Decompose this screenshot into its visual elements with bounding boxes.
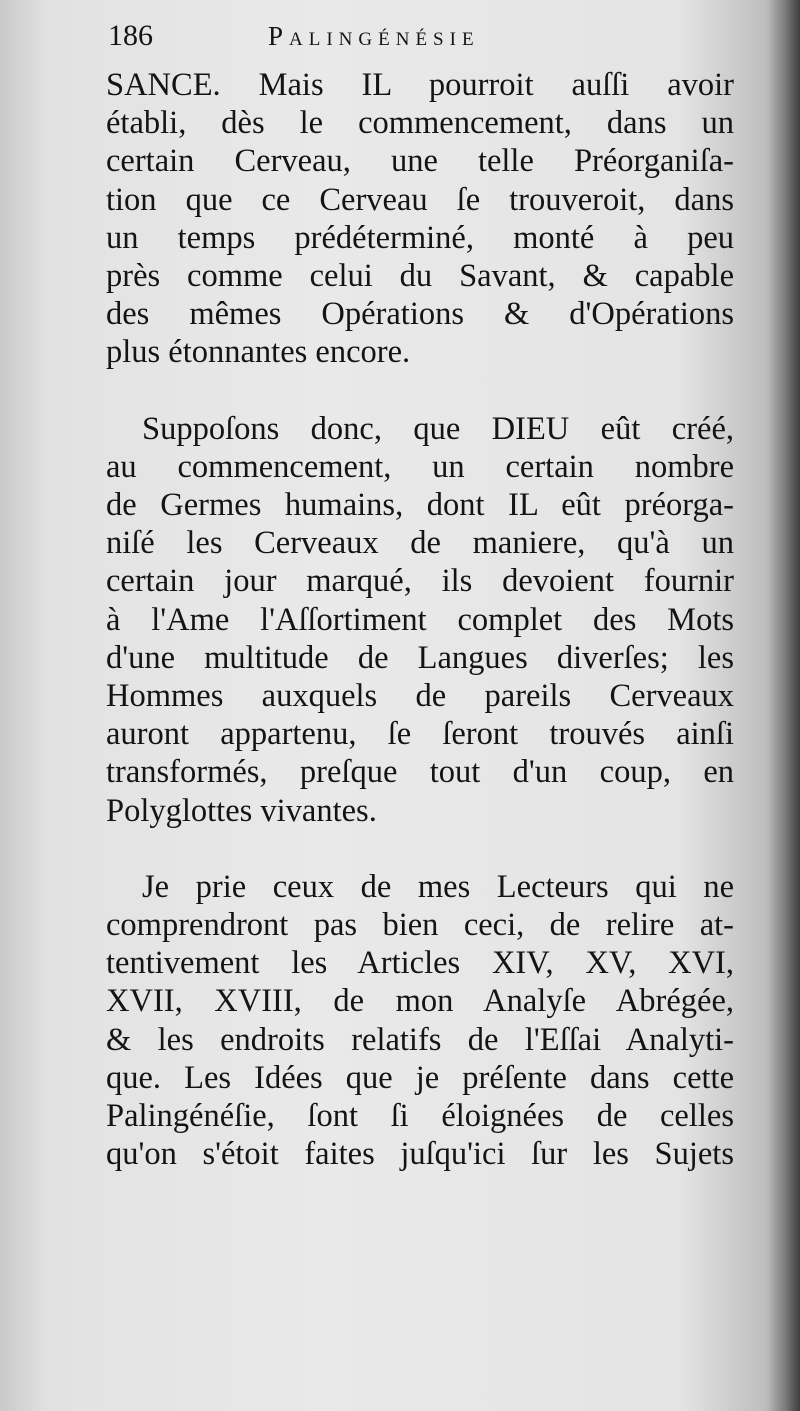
text-line: tentivement les Articles XIV, XV, XVI, xyxy=(106,945,734,982)
page-number: 186 xyxy=(108,19,153,52)
paragraph xyxy=(106,410,734,830)
paragraph-gap xyxy=(106,372,734,410)
text-line: des mêmes Opérations & d'Opérations xyxy=(106,296,734,333)
text-line: établi, dès le commencement, dans un xyxy=(106,105,734,142)
text-line: tion que ce Cerveau ſe trouveroit, dans xyxy=(106,181,734,218)
text-line: au commencement, un certain nombre xyxy=(106,448,734,485)
paragraph xyxy=(106,66,734,372)
text-line: certain Cerveau, une telle Préorganiſa- xyxy=(106,143,734,180)
paragraph xyxy=(106,868,734,1174)
paragraph-gap xyxy=(106,830,734,868)
text-line: de Germes humains, dont IL eût préorga- xyxy=(106,487,734,524)
text-line: un temps prédéterminé, monté à peu xyxy=(106,219,734,256)
text-line: qu'on s'étoit faites juſqu'ici ſur les Sujets xyxy=(106,1136,734,1173)
text-line: plus étonnantes encore. xyxy=(106,334,411,371)
text-line: SANCE. Mais IL pourroit auſſi avoir xyxy=(106,67,734,103)
text-line: d'une multitude de Langues diverſes; les xyxy=(106,639,734,676)
text-line: Je prie ceux de mes Lecteurs qui ne xyxy=(142,868,734,905)
text-line: Suppoſons donc, que DIEU eût créé, xyxy=(142,410,734,447)
text-line: transformés, preſque tout d'un coup, en xyxy=(106,754,734,791)
text-line: Hommes auxquels de pareils Cerveaux xyxy=(106,678,734,715)
text-line: XVII, XVIII, de mon Analyſe Abrégée, xyxy=(106,983,734,1020)
text-line: & les endroits relatifs de l'Eſſai Analyti- xyxy=(106,1021,734,1058)
running-head xyxy=(108,14,728,58)
text-line: Polyglottes vivantes. xyxy=(106,792,377,829)
text-line: comprendront pas bien ceci, de relire at- xyxy=(106,907,734,944)
text-line: Palingénéſie, ſont ſi éloignées de celles xyxy=(106,1098,734,1135)
text-line: près comme celui du Savant, & capable xyxy=(106,258,734,295)
body-text xyxy=(106,66,734,1173)
text-line: niſé les Cerveaux de maniere, qu'à un xyxy=(106,525,734,562)
text-line: certain jour marqué, ils devoient fournir xyxy=(106,563,734,600)
spine-shadow xyxy=(766,0,800,1411)
text-line: que. Les Idées que je préſente dans cette xyxy=(106,1059,734,1096)
text-line: à l'Ame l'Aſſortiment complet des Mots xyxy=(106,601,734,638)
running-title: Palingénésie xyxy=(268,21,480,51)
text-line: auront appartenu, ſe ſeront trouvés ainſi xyxy=(106,716,734,753)
